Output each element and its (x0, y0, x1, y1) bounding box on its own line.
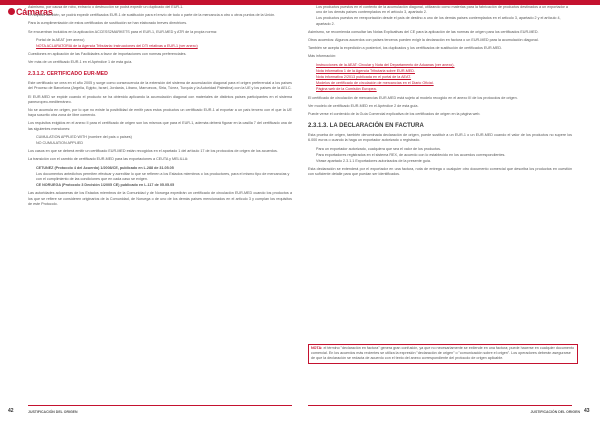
paragraph: En suplido también, se podrá expedir certificados EUR-1 de sustitución para el envío de todo o parte de la mercancía a otro u otros puntos de la Unión. (28, 13, 276, 18)
paragraph: Las autoridades aduaneras de los Estados miembros de la Comunidad y de Noruega expedirán un certificado de circulación EUR-MED cuando los productos a los que se refiere se consideren originarios de la Comunidad, de Noruega o de uno de los demás países mencionados en el artículo 3 y cumplan los requisitos de este Protocolo. (28, 191, 292, 206)
section-heading: 2.3.1.2. CERTIFICADO EUR-MED (28, 70, 108, 77)
logo-icon (8, 8, 15, 15)
page-number: 42 (8, 408, 14, 414)
note-text: el término "declaración en factura" genera gran confusión, ya que no necesariamente se extiende en una factura; puede hacerse en cualquier documento comercial. En los acuerdos más recientes se utiliza la expresión "declaración de origen" o "comunicación sobre el origen". Los operadores deberán asegurarse de que la declaración se redacta de acuerdo con el texto del anexo correspondiente del protocolo de origen aplicable. (311, 346, 575, 361)
paragraph: Ver modelo de certificado EUR-MED en el Apéndice 2 de esta guía. (308, 103, 419, 108)
list-item-link[interactable]: • NOTA ACLARATORIA de la Agencia Tributaria: instrucciones del DTI relativas a EUR-1 (ver anexo) (36, 44, 292, 49)
paragraph: Otros acuerdos: Algunos acuerdos con países terceros pueden exigir la declaración en factura o un EUR-MED para la acumulación diagonal. (308, 38, 539, 43)
paragraph: Los requisitos exigidos en el anexo II para el certificado de origen son los mismos que para el EUR-1, además deberá figurar en la casilla 7 del certificado una de las siguientes menciones: (28, 121, 292, 131)
paragraph: Se encuentran incluidos en la aplicación ACCESS2MARKETS para el EUR-1, EUR-MED y ATR de la propia norma: (28, 29, 217, 34)
list-item-link[interactable]: • Página web de la Comisión Europea. (316, 87, 572, 92)
paragraph: Para la cumplimentación de estos certificados de sustitución se han elaborado breves directrices. (28, 21, 188, 26)
list-item: • Los productos puestos en reexportación desde el país de destino a uno de los demás países contemplados en el artículo 3, apartado 2 y el artículo 4, apartado 2. (316, 16, 572, 26)
list-item-link[interactable]: • Nota informativa 1 de la Agencia Tributaria sobre EUR-MED. (316, 69, 572, 74)
left-column (28, 5, 292, 400)
paragraph: La transición con el cambio de certificado EUR-MED para las exportaciones a CEUTA y MELILLA: (28, 157, 189, 162)
list-item: • Los documentos antedichos permiten efectuar y acreditar lo que se refieren a los Estados miembros o los productores, para el mismo tipo de mercancías y con el cumplimiento de las condiciones que en cada caso se exigen. (36, 172, 292, 182)
list-item-link[interactable]: • Instrucciones de la AEAT: Circular y Nota del Departamento de Aduanas (ver anexo). (316, 63, 572, 68)
right-column (308, 5, 572, 341)
paragraph: Esta declaración se extenderá por el exportador en una factura, nota de entrega o cualquier otro documento comercial que describa los productos en cuestión con suficiente detalle para que puedan ser identificados. (308, 167, 572, 177)
footer-divider (28, 405, 292, 406)
paragraph: Ver más de un certificado EUR-1 en el Apéndice 1 de esta guía. (28, 60, 133, 65)
list-item-link[interactable]: • Nota informativa 2/2013 publicada en el portal de la AEAT. (316, 75, 572, 80)
footer-divider (308, 405, 572, 406)
list-item: • Portal de la AEAT (ver anexo) (36, 38, 292, 43)
paragraph: Más información: (308, 54, 337, 59)
paragraph: Asimismo, por causa de robo, extravío o destrucción se podrá expedir un duplicado del EUR-1. (28, 5, 184, 9)
page-number: 43 (584, 408, 590, 414)
paragraph: El EUR-MED se expide cuando el producto se ha obtenido aplicando la acumulación diagonal con materiales de distintos países participantes en el sistema paneuropeo-mediterráneo. (28, 94, 292, 104)
list-item: • CE NORUEGA (Protocolo 3 Decisión 1/2005 CE) publicado en L.117 de 05.05.05 (36, 183, 292, 188)
bullet-list (308, 147, 572, 165)
paragraph: Los casos en que se deberá emitir un certificado EUR-MED están recogidos en el apartado 1 del artículo 17 de los protocolos de origen de los acuerdos. (28, 149, 278, 154)
list-item: • Para exportadores registrados en el sistema REX, de acuerdo con lo establecido en los acuerdos correspondientes. (316, 153, 572, 158)
paragraph: Esta prueba de origen, también denominada declaración de origen, puede sustituir a un EUR-1 o un EUR-MED cuando el valor de los productos no supere los 6.000 euros o cuando la haga un exportador autorizado o registrado. (308, 133, 572, 143)
list-item: • Para un exportador autorizado, cualquiera que sea el valor de los productos. (316, 147, 572, 152)
paragraph: No se acumula en origen, por lo que no existe la posibilidad de emitir para estos productos un certificado EUR-1 al exportar a un país tercero con el que la UE haya suscrito otra zona de libre comercio. (28, 107, 292, 118)
note-label: NOTA: (311, 346, 323, 350)
paragraph: El certificado de circulación de mercancías EUR-MED está sujeto al modelo recogido en el anexo III de los protocolos de origen. (308, 95, 518, 100)
paragraph: Asimismo, se recomienda consultar las Notas Explicativas del CE para la aplicación de las normas de origen para los certificados EUR-MED. (308, 29, 539, 34)
bullet-list (308, 5, 572, 27)
paragraph: También se acepta la expedición a posteriori, los duplicados y los certificados de sustitución de certificados EUR-MED. (308, 46, 503, 51)
bullet-list (308, 63, 572, 93)
list-item: • Los productos puestos en el contexto de la acumulación diagonal, utilizando como materias para la fabricación de productos destinados a un exportador a uno de los demás países contemplados en el artículo 3, apartado 2. (316, 5, 572, 15)
footer-title: JUSTIFICACIÓN DEL ORIGEN (530, 410, 580, 414)
footer-title: JUSTIFICACIÓN DEL ORIGEN (28, 410, 78, 414)
list-item: • NO CUMULATION APPLIED (36, 141, 292, 146)
paragraph: Cuestiones en aplicación de las Facilidades a favor de importaciones con normas preferenciales. (28, 52, 187, 57)
list-item: • CUMULATION APPLIED WITH (nombre del país o países) (36, 135, 292, 140)
note-box (308, 344, 578, 364)
paragraph: Este certificado se crea en el año 2005 y surge como consecuencia de la extensión del sistema de acumulación diagonal para el origen preferencial a los países del Proceso de Barcelona (Argelia, Egipto, Israel, Jordania, Líbano, Marruecos, Siria, Túnez, Turquía y la Autoridad Palestina) con la UE y los países de la AELC. (28, 81, 292, 91)
list-item: • Véase apartado 2.3.1.1 Exportadores autorizados de la presente guía. (316, 159, 572, 164)
list-item: • CETUNEZ (Protocolo 4 del Acuerdo) 1/2008/CE, publicado en L.288 de 31.05.05 (36, 166, 292, 171)
bullet-list (28, 166, 292, 189)
logo-text: Cámaras (16, 7, 53, 17)
paragraph: Puede verse el contenido de la Guía Comercial explicativa de los certificados de origen en la página web. (308, 112, 481, 117)
section-heading: 2.3.1.3. LA DECLARACIÓN EN FACTURA (308, 123, 424, 130)
list-item-link[interactable]: • Modelos de certificado de circulación de mercancías en el Diario Oficial. (316, 81, 572, 86)
bullet-list (28, 135, 292, 146)
bullet-list (28, 38, 292, 49)
